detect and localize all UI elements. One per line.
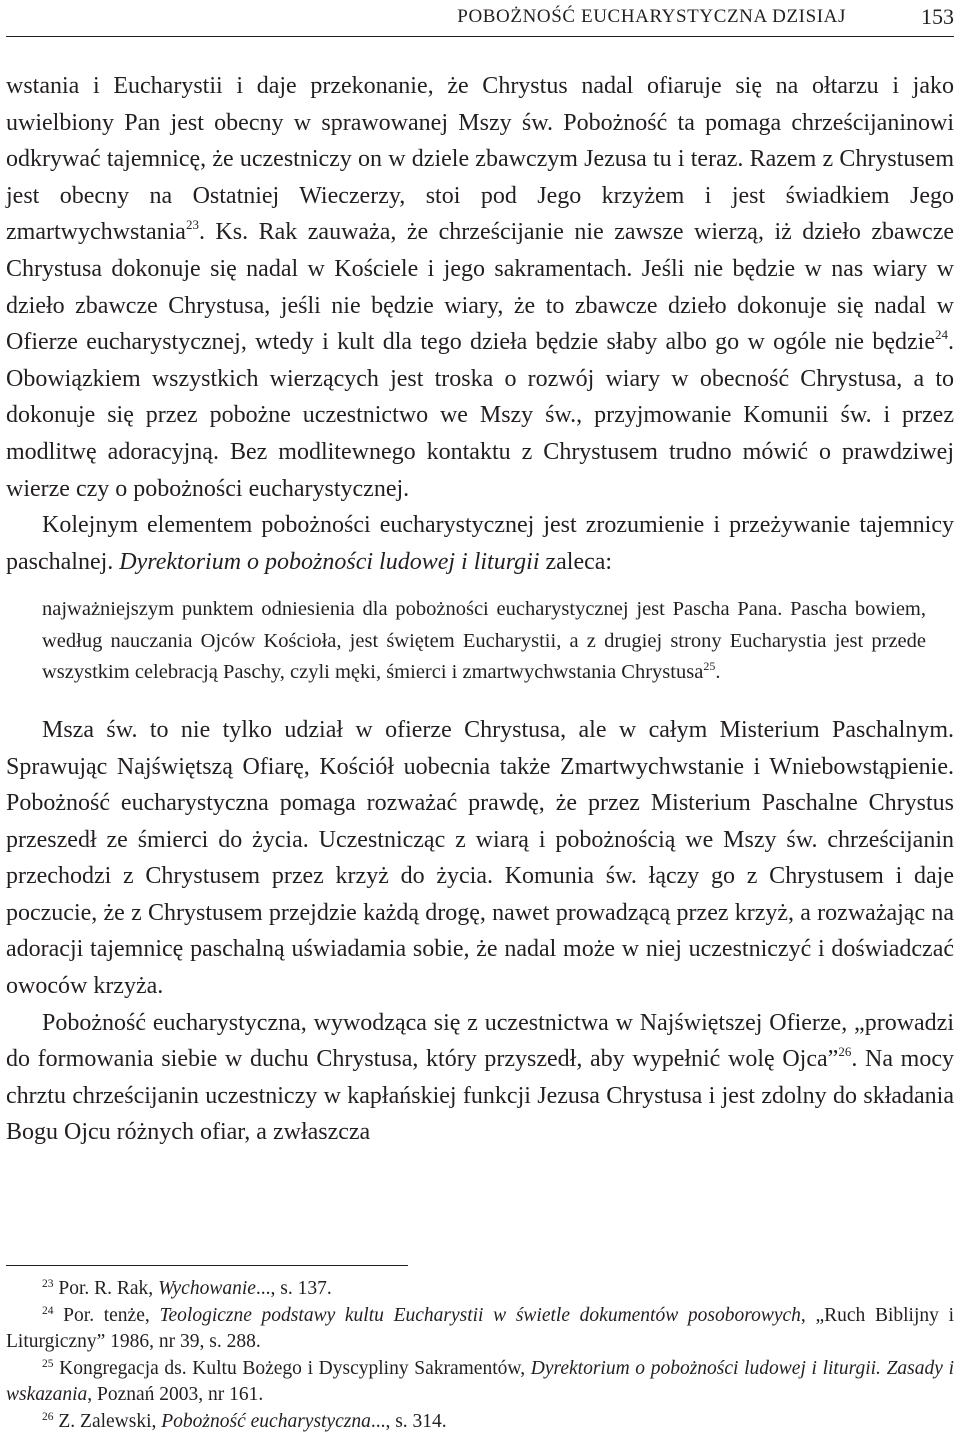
paragraph-paschal: Kolejnym elementem pobożności eucharystycznej jest zrozumienie i przeżywanie tajemnicy paschalnej. Dyrektorium o pobożności ludowej i liturgii zaleca: [6, 512, 954, 575]
body-text [6, 68, 954, 1151]
footnote-ref-24[interactable]: 24 [935, 327, 948, 343]
footnote-ref-26[interactable]: 26 [838, 1044, 852, 1060]
paragraph-mass: Msza św. to nie tylko udział w ofierze Chrystusa, ale w całym Misterium Paschalnym. Sprawując Najświętszą Ofiarę, Kościół uobecnia także Zmartwychwstanie i Wniebowstąpienie. Pobożność eucharystyczna pomaga rozważać prawdę, że przez Misterium Paschalne Chrystus przeszedł ze śmierci do życia. Uczestnicząc z wiarą i pobożnością we Mszy św. chrześcijanin przechodzi z Chrystusem przez krzyż do życia. Komunia św. łączy go z Chrystusem i daje poczucie, że z Chrystusem przejdzie każdą drogę, nawet prowadzącą przez krzyż, a rozważając na adoracji tajemnicę paschalną uświadamia sobie, że nadal może w niej uczestniczyć i doświadczać owoców krzyża. [6, 716, 954, 1000]
header-rule [6, 36, 954, 37]
running-head [6, 4, 954, 32]
footnote-ref-23[interactable]: 23 [185, 217, 199, 233]
paragraph-piety: Pobożność eucharystyczna, wywodząca się z uczestnictwa w Najświętszej Ofierze, „prowadzi do formowania siebie w duchu Chrystusa, który przyszedł, aby wypełnić wolę Ojca”$^{26}$. Na mocy chrztu chrześcijanin uczestniczy w kapłańskiej funkcji Jezusa Chrystusa i jest zdolny do składania Bogu Ojcu różnych ofiar, a zwłaszcza [6, 1009, 954, 1146]
footnote-24: $^{24}$ Por. tenże, Teologiczne podstawy kultu Eucharystii w świetle dokumentów posoborowych, „Ruch Biblijny i Liturgiczny” 1986, nr 39, s. 288. [6, 1304, 954, 1353]
footnote-rule [6, 1265, 408, 1266]
footnote-23: $^{23}$ Por. R. Rak, Wychowanie..., s. 137. [42, 1278, 332, 1299]
footnote-ref-25[interactable]: 25 [703, 658, 716, 673]
footnote-25: $^{25}$ Kongregacja ds. Kultu Bożego i Dyscypliny Sakramentów, Dyrektorium o pobożności ludowej i liturgii. Zasady i wskazania, Poznań 2003, nr 161. [6, 1357, 954, 1406]
running-title: POBOŻNOŚĆ EUCHARYSTYCZNA DZISIAJ [457, 6, 846, 27]
footnote-26: $^{26}$ Z. Zalewski, Pobożność eucharystyczna..., s. 314. [42, 1410, 447, 1432]
footnotes [6, 1276, 954, 1436]
cited-title: Dyrektorium o pobożności ludowej i liturgii [119, 548, 540, 575]
page-number: 153 [921, 4, 954, 29]
paragraph-continued: wstania i Eucharystii i daje przekonanie, że Chrystus nadal ofiaruje się na ołtarzu i jako uwielbiony Pan jest obecny w sprawowanej Mszy św. Pobożność ta pomaga chrześcijaninowi odkrywać tajemnicę, że uczestniczy on w dziele zbawczym Jezusa tu i teraz. Razem z Chrystusem jest obecny na Ostatniej Wieczerzy, stoi pod Jego krzyżem i jest świadkiem Jego zmartwychwstania$^{23}$. Ks. Rak zauważa, że chrześcijanie nie zawsze wierzą, iż dzieło zbawcze Chrystusa dokonuje się nadal w Kościele i jego sakramentach. Jeśli nie będzie w nas wiary w dzieło zbawcze Chrystusa, jeśli nie będzie wiary, że to zbawcze dzieło dokonuje się nadal w Ofierze eucharystycznej, wtedy i kult dla tego dzieła będzie słaby albo go w ogóle nie będzie$^{24}$. Obowiązkiem wszystkich wierzących jest troska o rozwój wiary w obecność Chrystusa, a to dokonuje się przez pobożne uczestnictwo we Mszy św., przyjmowanie Komunii św. i przez modlitwę adoracyjną. Bez modlitewnego kontaktu z Chrystusem trudno mówić o prawdziwej wierze czy o pobożności eucharystycznej. [6, 73, 954, 502]
block-quote: najważniejszym punktem odniesienia dla pobożności eucharystycznej jest Pascha Pana. Pascha bowiem, według nauczania Ojców Kościoła, jest świętem Eucharystii, a z drugiej strony Eucharystia jest przede wszystkim celebracją Paschy, czyli męki, śmierci i zmartwychwstania Chrystusa$^{25}$. [42, 598, 926, 683]
